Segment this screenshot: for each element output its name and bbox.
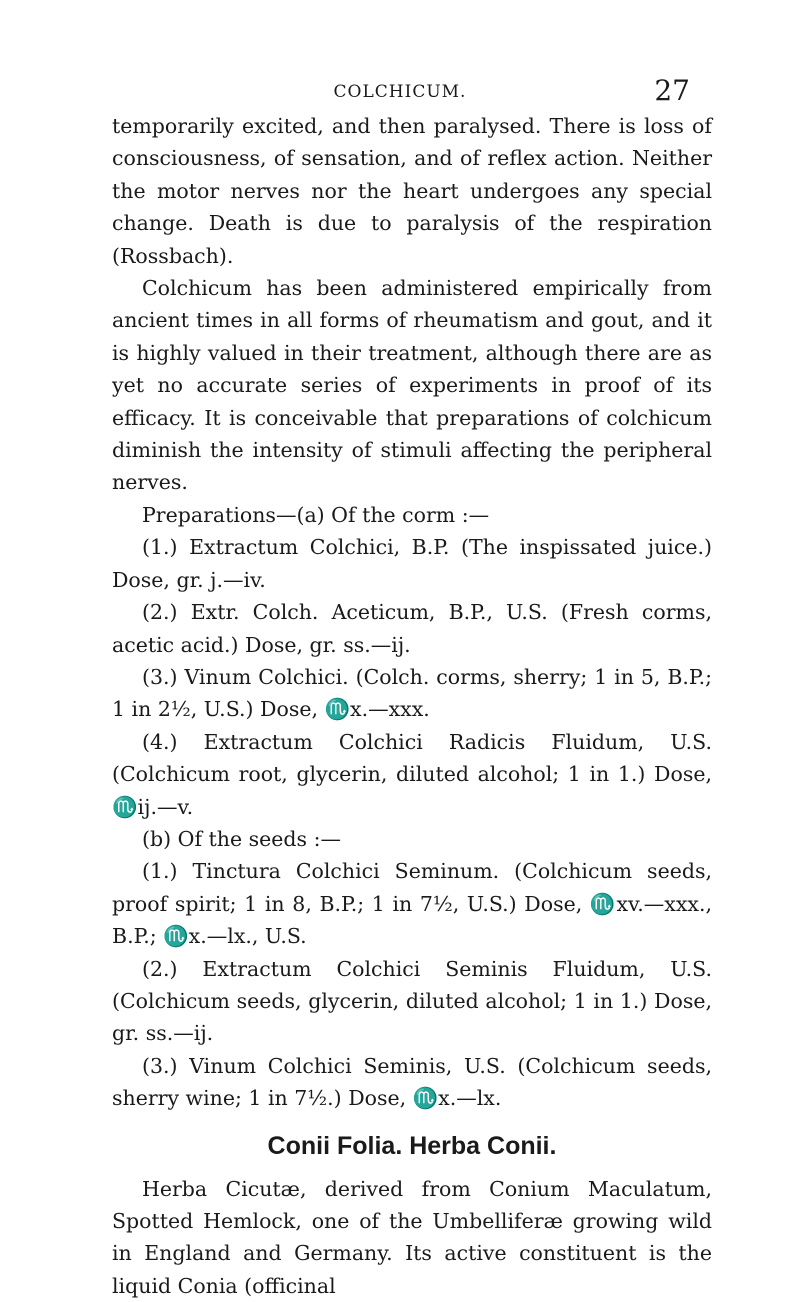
preparation-item: (3.) Vinum Colchici. (Colch. corms, sherry; 1 in 5, B.P.; 1 in 2½, U.S.) Dose, ♏x.—xxx. bbox=[112, 664, 712, 722]
paragraph-therapeutics: Colchicum has been administered empirically from ancient times in all forms of rheumatism and gout, and it is highly valued in their treatment, although there are as yet no accurate series of experiments in proof of its efficacy. It is conceivable that preparations of colchicum diminish the intensity of stimuli affecting the peripheral nerves. bbox=[112, 276, 712, 495]
preparation-item: (1.) Tinctura Colchici Seminum. (Colchicum seeds, proof spirit; 1 in 8, B.P.; 1 in 7½, U.S.) Dose, ♏xv.—xxx., B.P.; ♏x.—lx., U.S. bbox=[112, 859, 712, 949]
page-header bbox=[0, 74, 800, 110]
preparation-item: (4.) Extractum Colchici Radicis Fluidum, U.S. (Colchicum root, glycerin, diluted alcohol; 1 in 1.) Dose, ♏ij.—v. bbox=[112, 729, 712, 819]
paragraph-continuation: temporarily excited, and then paralysed. There is loss of consciousness, of sensation, and of reflex action. Neither the motor nerves nor the heart undergoes any special change. Death is due to paralysis of the respiration (Rossbach). bbox=[112, 114, 712, 268]
running-title: COLCHICUM. bbox=[333, 82, 467, 102]
preparation-item: (1.) Extractum Colchici, B.P. (The inspissated juice.) Dose, gr. j.—iv. bbox=[112, 535, 712, 592]
page-body bbox=[112, 110, 712, 1302]
preparations-corm-heading: Preparations—(a) Of the corm :— bbox=[142, 502, 490, 527]
preparation-item: (2.) Extr. Colch. Aceticum, B.P., U.S. (Fresh corms, acetic acid.) Dose, gr. ss.—ij. bbox=[112, 600, 712, 657]
section-heading: Conii Folia. Herba Conii. bbox=[267, 1131, 557, 1160]
preparation-item: (2.) Extractum Colchici Seminis Fluidum, U.S. (Colchicum seeds, glycerin, diluted alcohol; 1 in 1.) Dose, gr. ss.—ij. bbox=[112, 956, 712, 1046]
preparation-item: (3.) Vinum Colchici Seminis, U.S. (Colchicum seeds, sherry wine; 1 in 7½.) Dose, ♏x.—lx. bbox=[112, 1053, 712, 1111]
preparations-seeds-heading: (b) Of the seeds :— bbox=[142, 826, 341, 851]
page-number: 27 bbox=[654, 74, 690, 107]
section-paragraph: Herba Cicutæ, derived from Conium Maculatum, Spotted Hemlock, one of the Umbelliferæ growing wild in England and Germany. Its active constituent is the liquid Conia (officinal bbox=[112, 1176, 712, 1298]
